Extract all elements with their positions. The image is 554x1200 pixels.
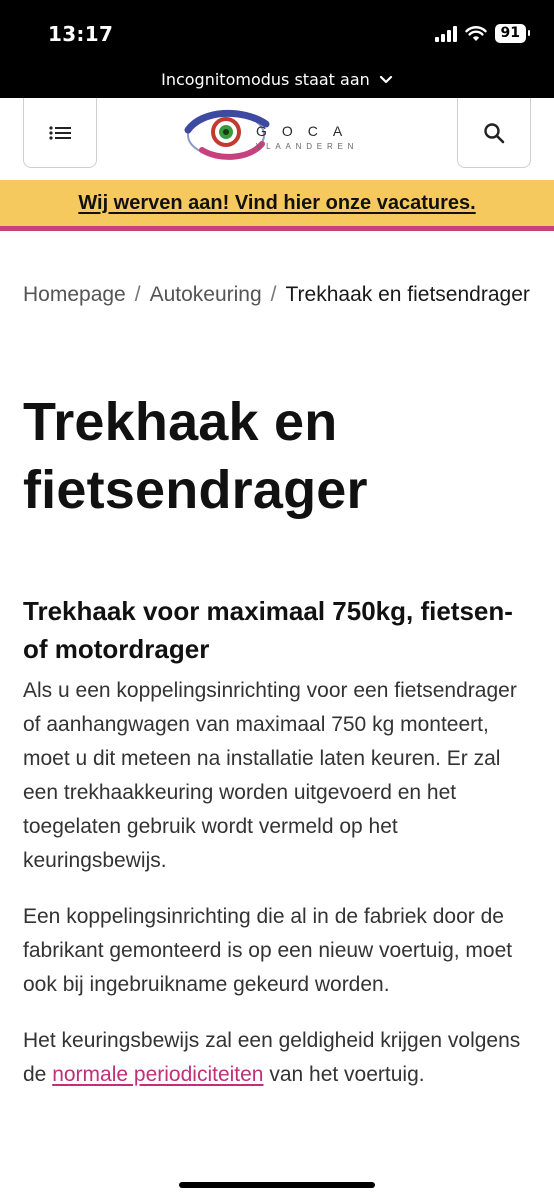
logo-text: GOCA (256, 123, 358, 139)
breadcrumb (23, 278, 538, 311)
banner-divider (0, 226, 554, 231)
breadcrumb-separator: / (270, 283, 277, 306)
paragraph-1: Als u een koppelingsinrichting voor een fietsendrager of aanhangwagen van maximaal 750 kg monteert, moet u dit meteen na installatie laten keuren. Er zal een trekhaakkeuring worden uitgevoerd en het toegelaten gebruik wordt vermeld op het keuringsbewijs. (23, 679, 517, 872)
search-icon (483, 122, 505, 144)
paragraph-3 (23, 1024, 538, 1092)
status-bar (0, 0, 554, 98)
incognito-label: Incognitomodus staat aan (161, 70, 370, 89)
paragraph-2: Een koppelingsinrichting die al in de fabriek door de fabrikant gemonteerd is op een nieuw voertuig, moet ook bij ingebruikname gekeurd worden. (23, 905, 513, 996)
paragraph-3-text-end: van het voertuig. (263, 1063, 425, 1086)
section-title: Trekhaak voor maximaal 750kg, fietsen- of motordrager (23, 596, 513, 664)
goca-eye-icon (182, 104, 382, 162)
breadcrumb-current: Trekhaak en fietsendrager (285, 283, 530, 306)
status-time: 13:17 (48, 22, 114, 46)
wifi-icon (465, 26, 487, 42)
page-title: Trekhaak en fietsendrager (23, 392, 368, 520)
search-button[interactable] (457, 98, 531, 168)
breadcrumb-autokeuring[interactable]: Autokeuring (149, 283, 262, 306)
menu-button[interactable] (23, 98, 97, 168)
battery-indicator: 91 (495, 24, 526, 43)
signal-icon (435, 26, 457, 42)
breadcrumb-separator: / (134, 283, 141, 306)
menu-icon (49, 126, 71, 140)
logo-subtext: VLAANDEREN (256, 142, 359, 151)
home-indicator[interactable] (179, 1182, 375, 1188)
goca-logo[interactable] (182, 104, 382, 162)
periodicity-link[interactable]: normale periodiciteiten (52, 1063, 264, 1086)
site-header (0, 98, 554, 180)
breadcrumb-homepage[interactable]: Homepage (23, 283, 126, 306)
main-content (23, 278, 538, 1092)
chevron-down-icon (379, 75, 393, 85)
paragraph-3-text: Het keuringsbewijs zal een geldigheid krijgen volgens de (23, 1029, 521, 1086)
vacancy-banner (0, 180, 554, 226)
incognito-indicator[interactable] (0, 70, 554, 89)
vacancy-link[interactable]: Wij werven aan! Vind hier onze vacatures. (78, 191, 476, 214)
status-icons (435, 24, 526, 43)
